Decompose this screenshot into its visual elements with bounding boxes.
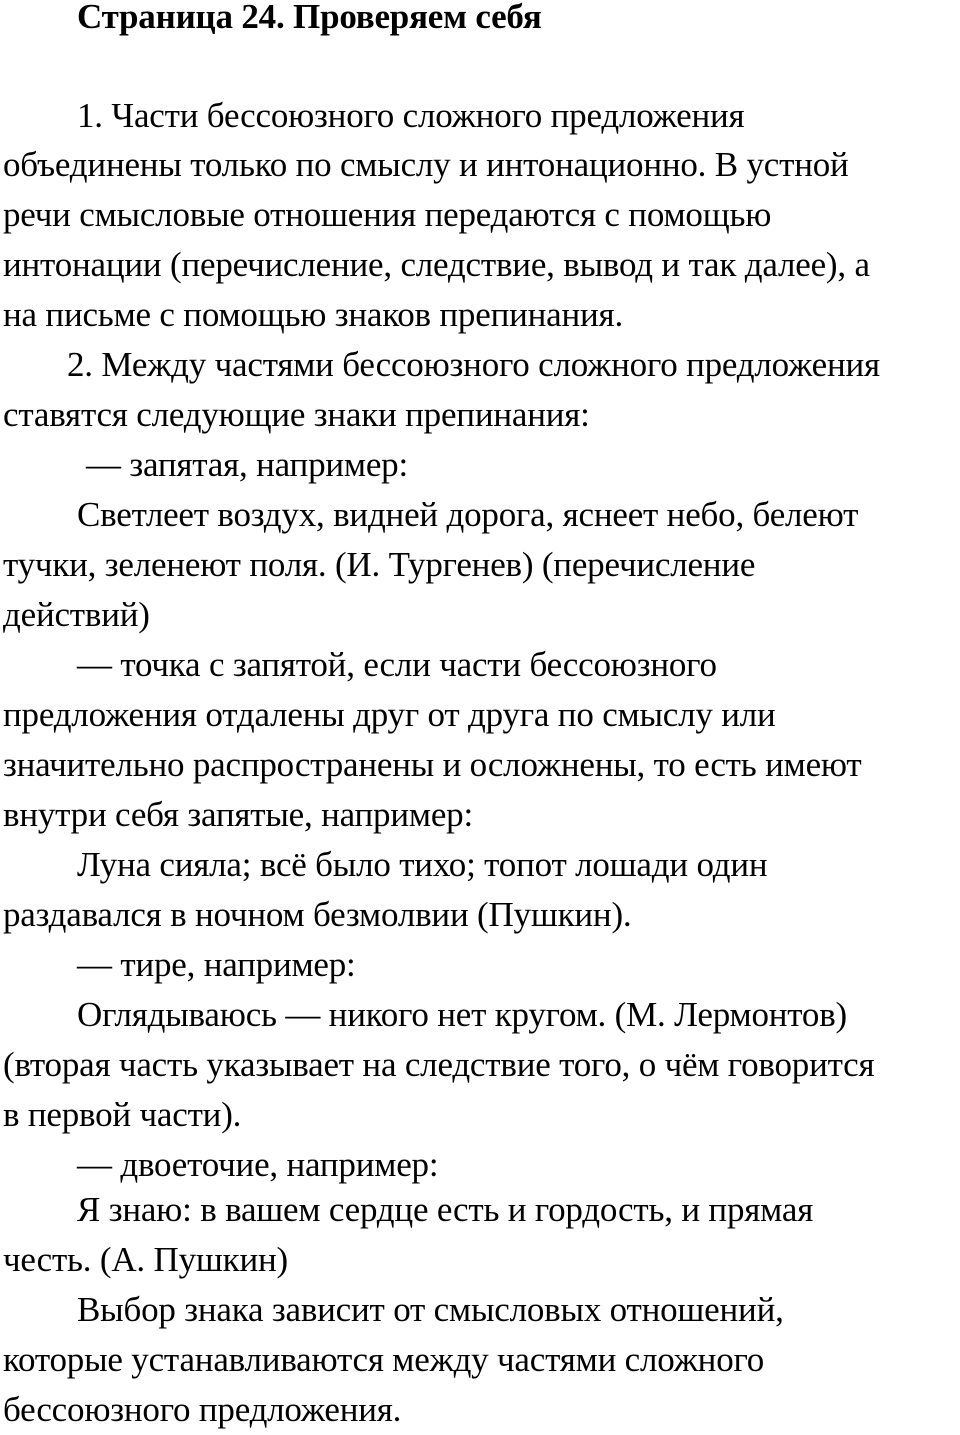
text-line: предложения отдалены друг от друга по смыслу или: [3, 695, 776, 734]
text-line: объединены только по смыслу и интонационно. В устной: [3, 145, 849, 184]
text-line: в первой части).: [3, 1095, 242, 1134]
text-line: — запятая, например:: [86, 445, 409, 484]
text-line: — точка с запятой, если части бессоюзного: [77, 645, 717, 684]
text-line: 1. Части бессоюзного сложного предложения: [77, 96, 745, 135]
text-line: на письме с помощью знаков препинания.: [3, 295, 624, 334]
text-line: бессоюзного предложения.: [3, 1390, 402, 1429]
text-line: (вторая часть указывает на следствие того, о чём говорится: [3, 1045, 875, 1084]
text-line: тучки, зеленеют поля. (И. Тургенев) (перечисление: [3, 545, 756, 584]
text-line: Выбор знака зависит от смысловых отношений,: [77, 1290, 784, 1329]
text-line: значительно распространены и осложнены, то есть имеют: [3, 745, 862, 784]
text-line: Оглядываюсь — никого нет кругом. (М. Лермонтов): [77, 995, 847, 1034]
text-line: речи смысловые отношения передаются с помощью: [3, 195, 772, 234]
text-line: действий): [3, 595, 150, 634]
text-line: Светлеет воздух, видней дорога, яснеет небо, белеют: [77, 495, 859, 534]
text-line: внутри себя запятые, например:: [3, 795, 473, 834]
text-line: Я знаю: в вашем сердце есть и гордость, и прямая: [77, 1190, 814, 1229]
text-line: раздавался в ночном безмолвии (Пушкин).: [3, 895, 632, 934]
text-line: — тире, например:: [77, 945, 356, 984]
text-line: которые устанавливаются между частями сложного: [3, 1340, 765, 1379]
text-line: Луна сияла; всё было тихо; топот лошади один: [77, 845, 768, 884]
text-line: ставятся следующие знаки препинания:: [3, 395, 590, 434]
text-line: — двоеточие, например:: [77, 1145, 439, 1184]
page-title: Страница 24. Проверяем себя: [77, 0, 542, 36]
text-line: честь. (А. Пушкин): [3, 1240, 288, 1279]
text-line: 2. Между частями бессоюзного сложного предложения: [67, 345, 880, 384]
text-line: интонации (перечисление, следствие, вывод и так далее), а: [3, 245, 870, 284]
